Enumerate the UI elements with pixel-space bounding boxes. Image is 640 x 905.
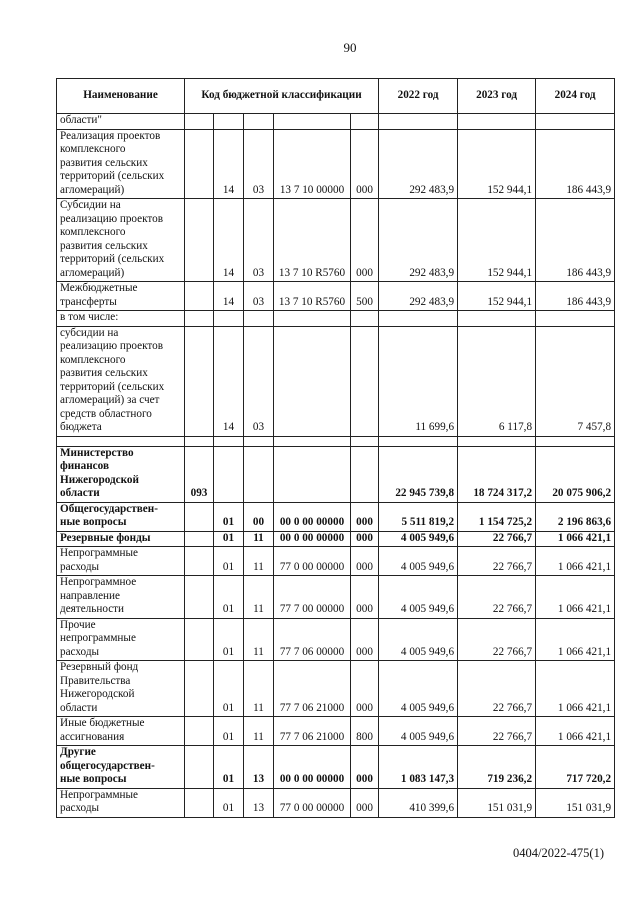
header-code: Код бюджетной классификации [185, 79, 379, 114]
row-amount-2022: 4 005 949,6 [379, 717, 458, 746]
table-body [57, 114, 615, 818]
row-amount-2022: 292 483,9 [379, 199, 458, 282]
row-subsection: 11 [244, 531, 274, 547]
row-expense-type: 800 [351, 717, 379, 746]
row-subsection: 11 [244, 661, 274, 717]
budget-table [56, 78, 615, 818]
row-ved [185, 717, 214, 746]
row-target-article [274, 311, 351, 327]
row-amount-2023: 18 724 317,2 [458, 446, 536, 502]
row-amount-2023: 151 031,9 [458, 788, 536, 817]
row-subsection: 03 [244, 129, 274, 199]
row-ved [185, 326, 214, 436]
row-amount-2022: 1 083 147,3 [379, 746, 458, 789]
table-row [57, 446, 615, 502]
row-name: Субсидии на реализацию проектов комплексного развития сельских территорий (сельских агломераций) [57, 199, 185, 282]
row-amount-2024: 1 066 421,1 [536, 576, 615, 619]
table-row [57, 661, 615, 717]
header-2022: 2022 год [379, 79, 458, 114]
row-section: 01 [214, 618, 244, 661]
row-section: 01 [214, 531, 244, 547]
row-amount-2024: 1 066 421,1 [536, 661, 615, 717]
row-amount-2024 [536, 436, 615, 446]
row-expense-type: 000 [351, 576, 379, 619]
row-amount-2022 [379, 436, 458, 446]
row-ved [185, 436, 214, 446]
row-amount-2022 [379, 114, 458, 130]
row-expense-type [351, 311, 379, 327]
table-row [57, 717, 615, 746]
row-expense-type [351, 326, 379, 436]
row-name: субсидии на реализацию проектов комплексного развития сельских территорий (сельских агломераций) за счет средств областного бюджета [57, 326, 185, 436]
row-target-article: 00 0 00 00000 [274, 502, 351, 531]
row-target-article: 77 0 00 00000 [274, 788, 351, 817]
row-ved [185, 311, 214, 327]
row-name: области" [57, 114, 185, 130]
row-expense-type [351, 114, 379, 130]
row-amount-2024: 186 443,9 [536, 129, 615, 199]
row-expense-type: 500 [351, 282, 379, 311]
row-amount-2024: 20 075 906,2 [536, 446, 615, 502]
table-row [57, 326, 615, 436]
row-expense-type [351, 436, 379, 446]
row-subsection [244, 114, 274, 130]
row-name: Межбюджетные трансферты [57, 282, 185, 311]
row-expense-type [351, 446, 379, 502]
row-section: 14 [214, 129, 244, 199]
row-expense-type: 000 [351, 788, 379, 817]
row-amount-2023 [458, 436, 536, 446]
table-row [57, 436, 615, 446]
table-row [57, 502, 615, 531]
row-name: Другие общегосударствен- ные вопросы [57, 746, 185, 789]
row-amount-2023: 719 236,2 [458, 746, 536, 789]
row-target-article [274, 114, 351, 130]
row-section [214, 311, 244, 327]
row-subsection [244, 311, 274, 327]
row-name: Непрограммное направление деятельности [57, 576, 185, 619]
row-amount-2024 [536, 311, 615, 327]
row-subsection: 11 [244, 576, 274, 619]
row-target-article [274, 446, 351, 502]
row-amount-2022 [379, 311, 458, 327]
page-number: 90 [343, 40, 357, 55]
row-amount-2023: 152 944,1 [458, 129, 536, 199]
row-amount-2022: 410 399,6 [379, 788, 458, 817]
row-subsection: 03 [244, 199, 274, 282]
row-amount-2022: 4 005 949,6 [379, 576, 458, 619]
row-ved [185, 114, 214, 130]
row-amount-2022: 4 005 949,6 [379, 547, 458, 576]
header-2024: 2024 год [536, 79, 615, 114]
row-amount-2023 [458, 311, 536, 327]
table-row [57, 129, 615, 199]
row-amount-2023: 6 117,8 [458, 326, 536, 436]
row-target-article [274, 326, 351, 436]
row-section: 01 [214, 502, 244, 531]
row-expense-type: 000 [351, 199, 379, 282]
row-subsection: 11 [244, 717, 274, 746]
row-amount-2023: 152 944,1 [458, 199, 536, 282]
row-target-article: 13 7 10 R5760 [274, 199, 351, 282]
row-target-article: 00 0 00 00000 [274, 531, 351, 547]
table-row [57, 531, 615, 547]
row-amount-2023: 22 766,7 [458, 618, 536, 661]
row-target-article: 77 7 06 21000 [274, 717, 351, 746]
table-row [57, 547, 615, 576]
row-subsection: 11 [244, 618, 274, 661]
row-target-article: 77 7 06 21000 [274, 661, 351, 717]
row-target-article: 77 0 00 00000 [274, 547, 351, 576]
row-ved [185, 746, 214, 789]
row-name: Министерство финансов Нижегородской области [57, 446, 185, 502]
row-expense-type: 000 [351, 129, 379, 199]
table-row [57, 114, 615, 130]
row-amount-2024: 186 443,9 [536, 199, 615, 282]
row-amount-2022: 22 945 739,8 [379, 446, 458, 502]
table-row [57, 788, 615, 817]
row-target-article: 13 7 10 00000 [274, 129, 351, 199]
row-ved [185, 576, 214, 619]
row-amount-2024: 186 443,9 [536, 282, 615, 311]
row-section: 01 [214, 788, 244, 817]
row-name: Прочие непрограммные расходы [57, 618, 185, 661]
row-name [57, 436, 185, 446]
row-ved [185, 661, 214, 717]
row-expense-type: 000 [351, 746, 379, 789]
row-amount-2022: 4 005 949,6 [379, 661, 458, 717]
row-amount-2022: 5 511 819,2 [379, 502, 458, 531]
row-amount-2022: 292 483,9 [379, 129, 458, 199]
row-amount-2024: 151 031,9 [536, 788, 615, 817]
row-target-article: 77 7 00 00000 [274, 576, 351, 619]
table-row [57, 199, 615, 282]
row-expense-type: 000 [351, 661, 379, 717]
row-name: Общегосударствен- ные вопросы [57, 502, 185, 531]
row-amount-2024: 1 066 421,1 [536, 547, 615, 576]
row-subsection [244, 436, 274, 446]
row-amount-2023 [458, 114, 536, 130]
header-name: Наименование [57, 79, 185, 114]
row-section [214, 446, 244, 502]
row-ved [185, 502, 214, 531]
row-subsection: 03 [244, 282, 274, 311]
row-amount-2022: 4 005 949,6 [379, 618, 458, 661]
row-ved: 093 [185, 446, 214, 502]
table-row [57, 576, 615, 619]
document-code: 0404/2022-475(1) [513, 846, 604, 860]
row-amount-2023: 22 766,7 [458, 717, 536, 746]
row-amount-2024 [536, 114, 615, 130]
row-name: Резервный фонд Правительства Нижегородской области [57, 661, 185, 717]
row-ved [185, 788, 214, 817]
row-amount-2022: 4 005 949,6 [379, 531, 458, 547]
row-section [214, 114, 244, 130]
row-subsection: 03 [244, 326, 274, 436]
header-2023: 2023 год [458, 79, 536, 114]
row-ved [185, 199, 214, 282]
row-amount-2023: 22 766,7 [458, 576, 536, 619]
row-subsection: 13 [244, 746, 274, 789]
row-amount-2023: 1 154 725,2 [458, 502, 536, 531]
row-amount-2022: 11 699,6 [379, 326, 458, 436]
row-subsection [244, 446, 274, 502]
table-row [57, 746, 615, 789]
row-ved [185, 129, 214, 199]
row-expense-type: 000 [351, 618, 379, 661]
row-name: в том числе: [57, 311, 185, 327]
row-name: Реализация проектов комплексного развития сельских территорий (сельских агломераций) [57, 129, 185, 199]
row-ved [185, 618, 214, 661]
row-target-article [274, 436, 351, 446]
row-ved [185, 531, 214, 547]
row-section: 01 [214, 717, 244, 746]
row-amount-2024: 1 066 421,1 [536, 531, 615, 547]
row-target-article: 77 7 06 00000 [274, 618, 351, 661]
row-amount-2024: 2 196 863,6 [536, 502, 615, 531]
row-expense-type: 000 [351, 531, 379, 547]
row-name: Непрограммные расходы [57, 788, 185, 817]
table-row [57, 618, 615, 661]
row-name: Непрограммные расходы [57, 547, 185, 576]
row-section: 14 [214, 326, 244, 436]
row-amount-2024: 7 457,8 [536, 326, 615, 436]
row-name: Иные бюджетные ассигнования [57, 717, 185, 746]
row-section: 01 [214, 746, 244, 789]
row-subsection: 11 [244, 547, 274, 576]
row-section: 01 [214, 576, 244, 619]
row-target-article: 13 7 10 R5760 [274, 282, 351, 311]
row-amount-2023: 152 944,1 [458, 282, 536, 311]
row-section: 14 [214, 282, 244, 311]
row-amount-2022: 292 483,9 [379, 282, 458, 311]
row-amount-2024: 1 066 421,1 [536, 717, 615, 746]
row-ved [185, 547, 214, 576]
row-amount-2023: 22 766,7 [458, 547, 536, 576]
row-subsection: 13 [244, 788, 274, 817]
row-amount-2023: 22 766,7 [458, 531, 536, 547]
row-amount-2024: 717 720,2 [536, 746, 615, 789]
row-name: Резервные фонды [57, 531, 185, 547]
row-section [214, 436, 244, 446]
row-section: 14 [214, 199, 244, 282]
row-ved [185, 282, 214, 311]
table-row [57, 311, 615, 327]
row-amount-2024: 1 066 421,1 [536, 618, 615, 661]
row-expense-type: 000 [351, 502, 379, 531]
table-header-row [57, 79, 615, 114]
row-target-article: 00 0 00 00000 [274, 746, 351, 789]
row-expense-type: 000 [351, 547, 379, 576]
table-row [57, 282, 615, 311]
row-section: 01 [214, 661, 244, 717]
row-section: 01 [214, 547, 244, 576]
row-subsection: 00 [244, 502, 274, 531]
row-amount-2023: 22 766,7 [458, 661, 536, 717]
